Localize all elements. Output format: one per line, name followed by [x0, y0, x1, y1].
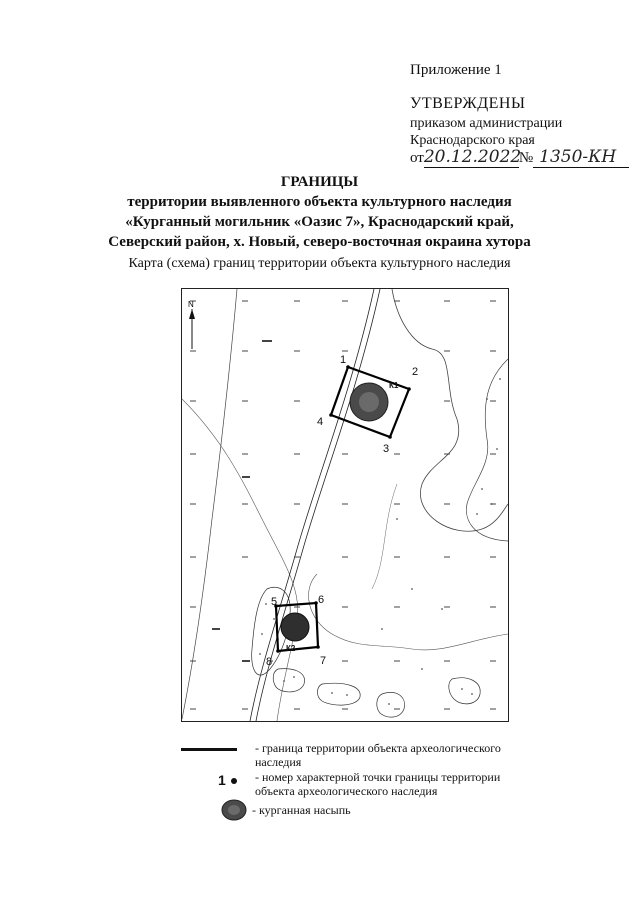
handwritten-date: 20.12.2022 [423, 147, 522, 167]
legend-point-text [255, 770, 500, 798]
mound-label-k1: К1 [389, 381, 399, 390]
handwritten-number: 1350-КН [533, 147, 629, 168]
legend-point-number: 1 [218, 772, 226, 788]
number-label: № [518, 150, 534, 166]
north-arrow [188, 300, 195, 349]
legend-boundary-line-2: наследия [255, 755, 302, 769]
legend-mound-text: - курганная насыпь [252, 803, 351, 817]
legend-boundary-line-1: - граница территории объекта археологического [255, 741, 501, 755]
title-line-1: ГРАНИЦЫ [280, 174, 359, 190]
point-label-1: 1 [340, 354, 347, 366]
mound-icon [221, 799, 247, 821]
title-line-4: Северский район, х. Новый, северо-восточная окраина хутора [108, 234, 531, 250]
map-drawing [182, 289, 508, 721]
mound-k2 [281, 613, 309, 641]
contour-line [392, 289, 508, 531]
title-line-3: «Курганный могильник «Оазис 7», Краснодарский край, [125, 214, 514, 230]
boundary-point-1 [346, 365, 350, 369]
approved-label: УТВЕРЖДЕНЫ [410, 95, 526, 112]
boundary-point-2 [407, 387, 411, 391]
point-label-7: 7 [320, 655, 327, 667]
mound-label-k2: К2 [286, 644, 296, 653]
boundary-point-4 [329, 413, 333, 417]
contour-line [372, 484, 397, 589]
date-number-line [410, 147, 629, 168]
point-marker-icon [230, 777, 238, 785]
point-label-3: 3 [383, 443, 390, 455]
appendix-label: Приложение 1 [410, 62, 502, 78]
dotted-area [318, 683, 361, 705]
boundary-point-8 [276, 649, 280, 653]
mound-k1-core [359, 392, 379, 412]
document-title [0, 172, 639, 252]
boundary-point-7 [316, 645, 320, 649]
point-label-4: 4 [317, 416, 324, 428]
map-subtitle: Карта (схема) границ территории объекта культурного наследия [128, 256, 511, 271]
dotted-area [449, 678, 480, 704]
legend-point-line-2: объекта археологического наследия [255, 784, 438, 798]
point-label-5: 5 [271, 596, 278, 608]
order-text [410, 115, 562, 149]
dotted-area [273, 669, 304, 692]
boundary-point-3 [388, 435, 392, 439]
point-label-8: 8 [266, 656, 273, 668]
dotted-area [377, 692, 405, 717]
from-label: от [410, 150, 424, 166]
contour-line [309, 574, 508, 650]
legend-boundary-line [181, 748, 237, 751]
legend-point-line-1: - номер характерной точки границы территории [255, 770, 501, 784]
order-line-1: приказом администрации [410, 116, 563, 131]
point-label-2: 2 [412, 366, 419, 378]
contour-line [466, 359, 508, 541]
order-line-2: Краснодарского края [410, 133, 535, 148]
north-label: N [188, 300, 194, 309]
legend-point-symbol [218, 772, 238, 788]
road-edge [256, 289, 380, 721]
terrain-dots [259, 378, 501, 705]
legend-boundary-text [255, 741, 501, 769]
boundary-map [181, 288, 509, 722]
contour-line [182, 399, 298, 721]
point-label-6: 6 [318, 594, 325, 606]
title-line-2: территории выявленного объекта культурного наследия [127, 194, 512, 210]
